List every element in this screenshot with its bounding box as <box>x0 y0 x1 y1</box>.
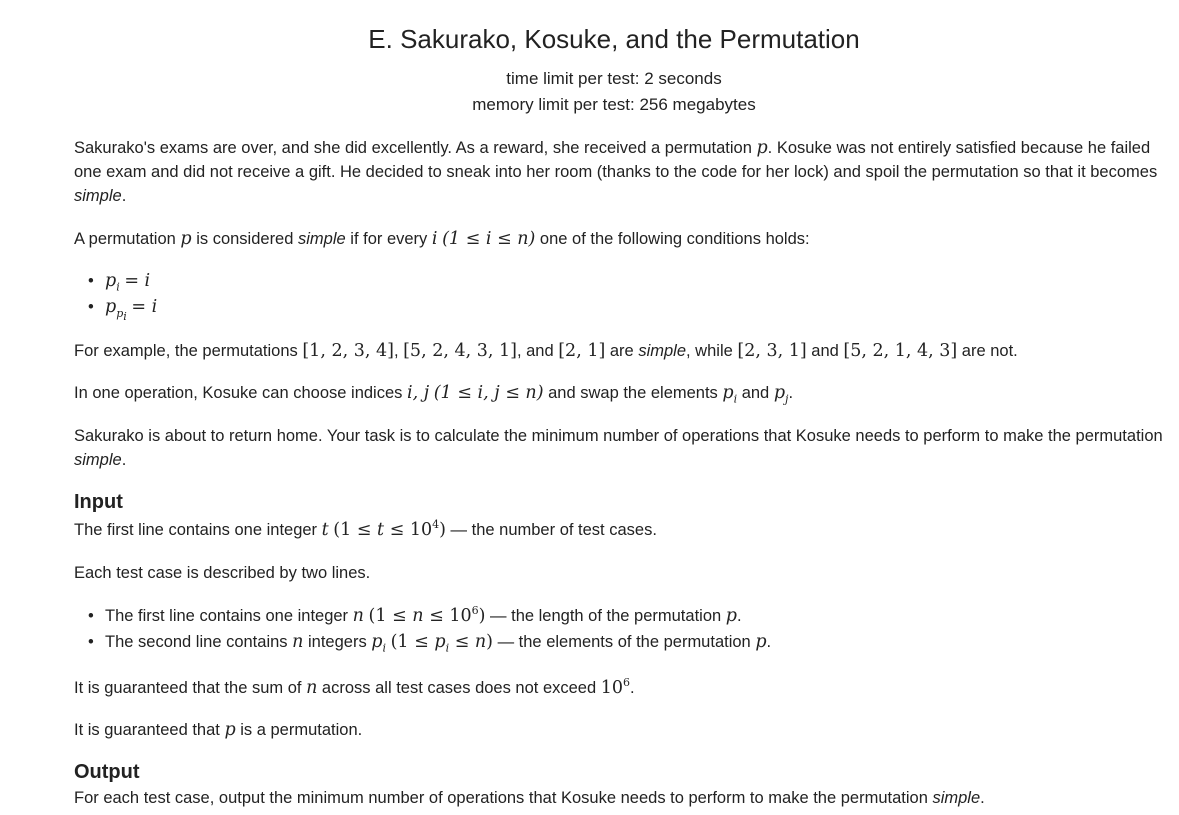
input-format-item: • The second line contains n integers $p_i$ $(1 \le p_i \le n)$ — the elements of the permutation p. <box>74 629 1164 655</box>
input-format-item: • The first line contains one integer n $(1 \le n \le 10^6)$ — the length of the permutation p. <box>74 603 1164 629</box>
example-paragraph: For example, the permutations [1, 2, 3, 4], [5, 2, 4, 3, 1], and [2, 1] are simple, while [2, 3, 1] and [5, 2, 1, 4, 3] are not. <box>74 341 1018 361</box>
memory-limit: memory limit per test: 256 megabytes <box>472 95 756 114</box>
conditions-list <box>74 268 1164 323</box>
time-limit: time limit per test: 2 seconds <box>506 69 722 88</box>
operation-paragraph: In one operation, Kosuke can choose indices i, j (1 ≤ i, j ≤ n) and swap the elements $p_i$ and $p_j$. <box>74 383 794 406</box>
input-line-1: The first line contains one integer t $(1 \le t \le 10^4)$ — the number of test cases. <box>74 518 657 540</box>
statement-paragraph-2: A permutation p is considered simple if for every i (1 ≤ i ≤ n) one of the following conditions holds: <box>74 229 810 249</box>
condition-item: • $p_i = i$ <box>74 268 1164 294</box>
input-format-list <box>74 603 1164 655</box>
output-line-1: For each test case, output the minimum number of operations that Kosuke needs to perform to make the permutation simple. <box>74 789 985 807</box>
input-line-2: Each test case is described by two lines. <box>74 564 371 582</box>
guarantee-permutation: It is guaranteed that p is a permutation. <box>74 720 363 740</box>
input-heading: Input <box>74 491 123 513</box>
condition-item: • $p_{p_i} = i$ <box>74 294 1164 320</box>
problem-title: E. Sakurako, Kosuke, and the Permutation <box>368 24 860 54</box>
guarantee-sum: It is guaranteed that the sum of n across all test cases does not exceed $10^6$. <box>74 676 635 698</box>
task-paragraph: Sakurako is about to return home. Your task is to calculate the minimum number of operations that Kosuke needs to perform to make the permutation simple. <box>74 427 1163 469</box>
output-heading: Output <box>74 761 140 783</box>
statement-paragraph-1: Sakurako's exams are over, and she did excellently. As a reward, she received a permutation p. Kosuke was not entirely satisfied because he failed one exam and did not receive a gift. He decided to sneak into her room (thanks to the code for her lock) and spoil the permutation so that it becomes simple. <box>74 138 1158 205</box>
